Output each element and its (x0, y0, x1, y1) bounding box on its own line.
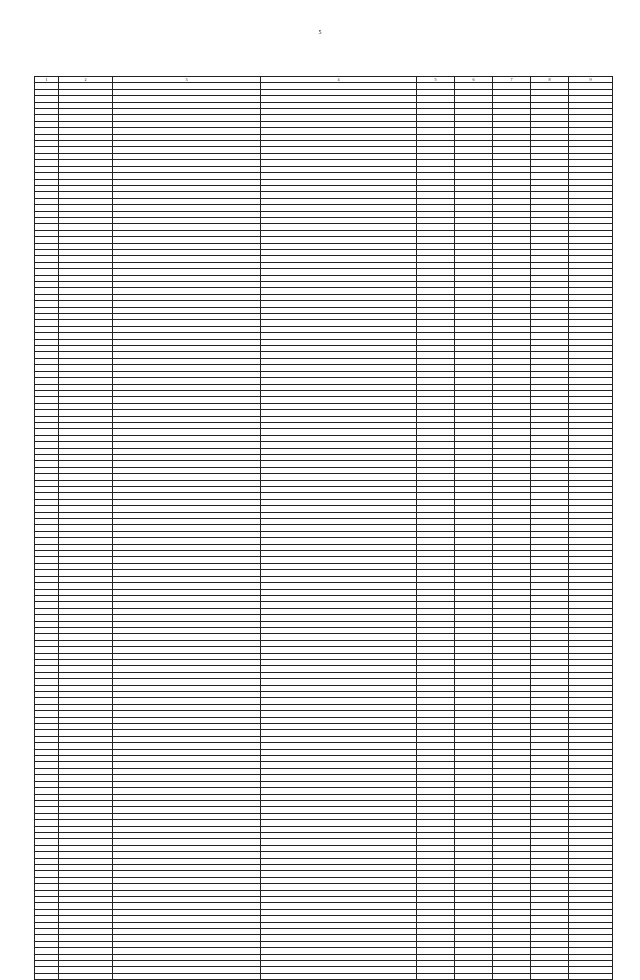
header-cell: 9 (569, 77, 613, 83)
table-cell (569, 973, 613, 979)
header-cell: 8 (531, 77, 569, 83)
header-cell: 6 (455, 77, 493, 83)
table-cell (493, 973, 531, 979)
table-row (35, 973, 613, 979)
table-cell (59, 973, 113, 979)
table-cell (455, 973, 493, 979)
table-cell (35, 973, 59, 979)
table-cell (113, 973, 261, 979)
header-cell: 2 (59, 77, 113, 83)
page-number: 5 (318, 30, 322, 36)
budget-table (34, 76, 613, 980)
table-cell (417, 973, 455, 979)
header-cell: 4 (261, 77, 417, 83)
header-cell: 3 (113, 77, 261, 83)
header-cell: 5 (417, 77, 455, 83)
header-cell: 1 (35, 77, 59, 83)
header-cell: 7 (493, 77, 531, 83)
table-cell (531, 973, 569, 979)
table-body (35, 77, 613, 980)
table-cell (261, 973, 417, 979)
